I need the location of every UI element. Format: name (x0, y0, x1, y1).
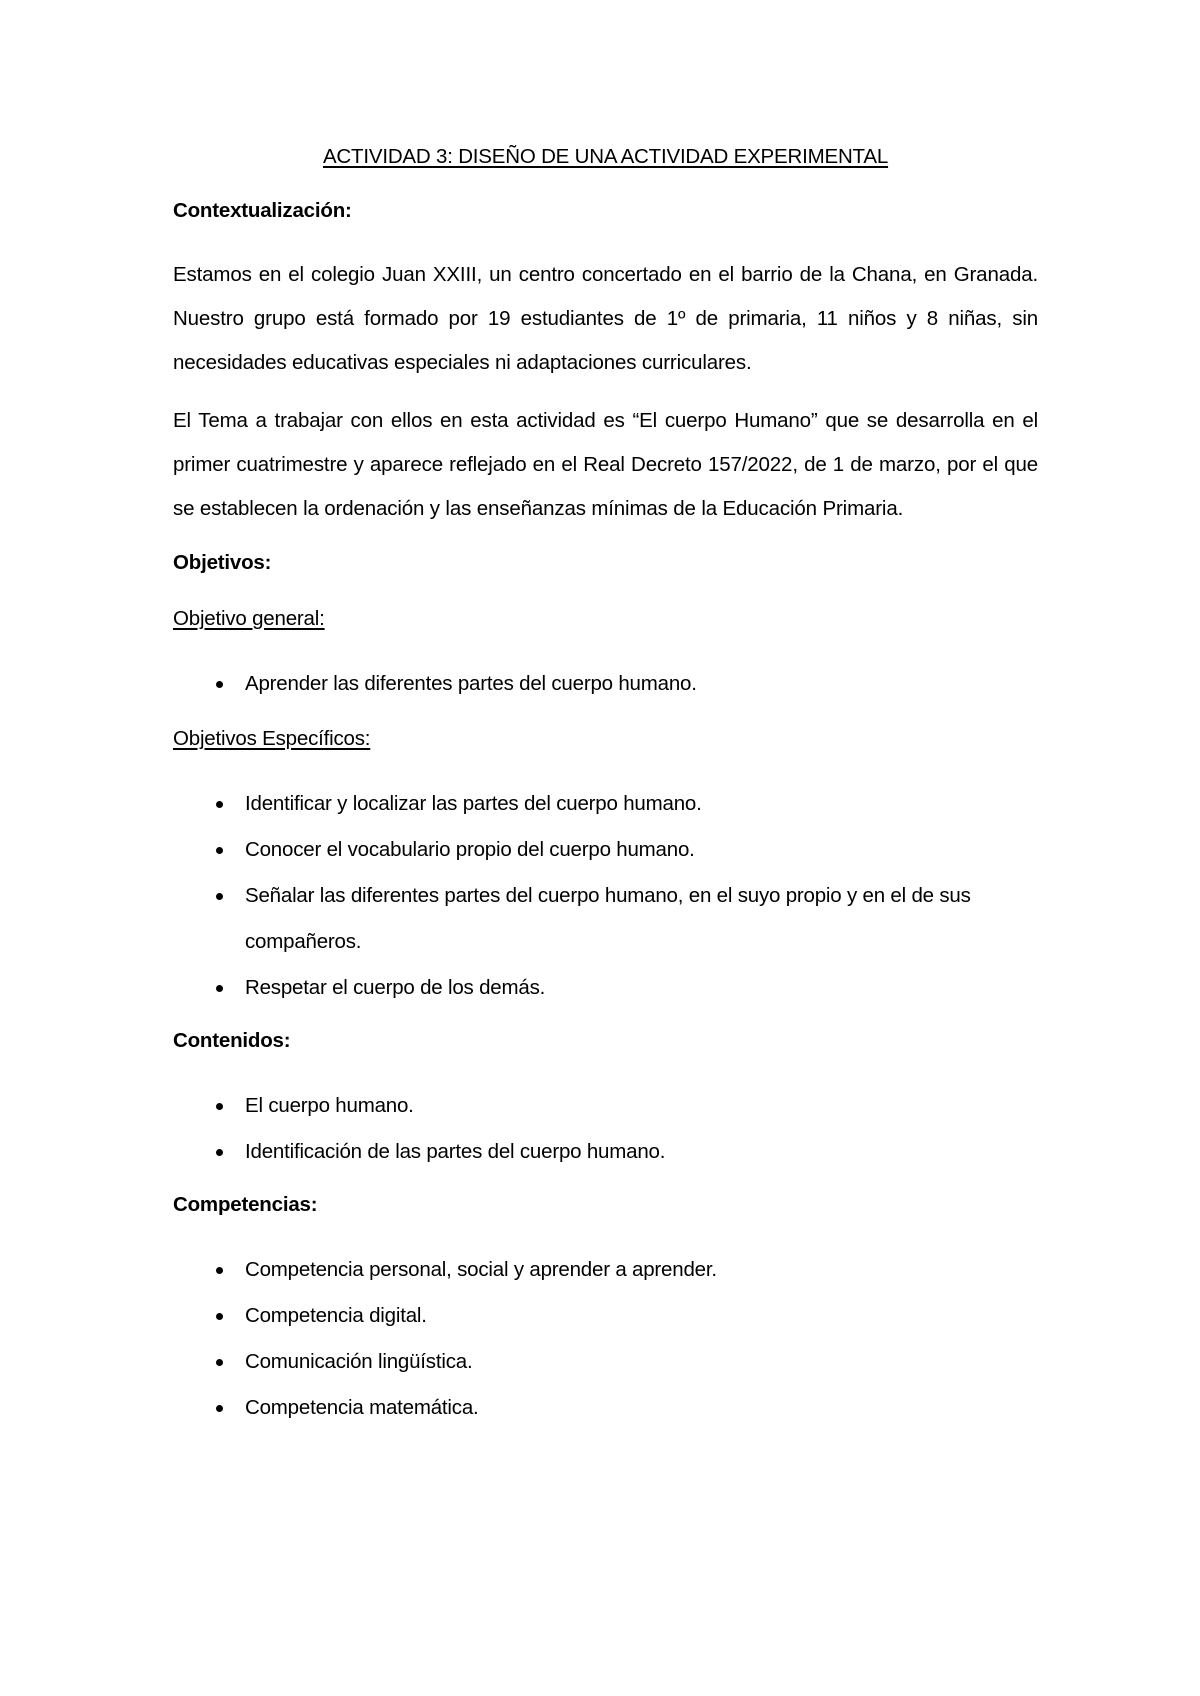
subheading-objetivos-especificos: Objetivos Específicos: (173, 727, 371, 750)
list-item-text: Señalar las diferentes partes del cuerpo humano, en el suyo propio y en el de sus compañeros. (245, 884, 971, 953)
list-item (173, 827, 1038, 873)
list-item-text: El cuerpo humano. (245, 1094, 414, 1117)
list-item-text: Aprender las diferentes partes del cuerpo humano. (245, 672, 697, 695)
bullet-icon (216, 1149, 223, 1156)
list-item-text: Conocer el vocabulario propio del cuerpo humano. (245, 838, 695, 861)
list-item (173, 1293, 1038, 1339)
paragraph-contexto-1: Estamos en el colegio Juan XXIII, un centro concertado en el barrio de la Chana, en Granada. Nuestro grupo está formado por 19 estudiantes de 1º de primaria, 11 niños y 8 niñas, sin necesidades educativas especiales ni adaptaciones curriculares. (173, 263, 1038, 374)
paragraph-contexto-2: El Tema a trabajar con ellos en esta actividad es “El cuerpo Humano” que se desarrolla en el primer cuatrimestre y aparece reflejado en el Real Decreto 157/2022, de 1 de marzo, por el que se establecen la ordenación y las enseñanzas mínimas de la Educación Primaria. (173, 409, 1038, 520)
bullet-icon (216, 801, 223, 808)
bullet-icon (216, 985, 223, 992)
list-item (173, 873, 1038, 965)
bullet-icon (216, 1313, 223, 1320)
bullet-icon (216, 1359, 223, 1366)
subheading-objetivo-general: Objetivo general: (173, 607, 325, 630)
list-objetivos-especificos (173, 781, 1038, 1011)
bullet-icon (216, 1267, 223, 1274)
bullet-icon (216, 681, 223, 688)
heading-objetivos: Objetivos: (173, 551, 272, 574)
list-item (173, 1247, 1038, 1293)
heading-contenidos: Contenidos: (173, 1029, 291, 1052)
list-item-text: Comunicación lingüística. (245, 1350, 473, 1373)
list-item-text: Competencia matemática. (245, 1396, 479, 1419)
list-item-text: Competencia personal, social y aprender a aprender. (245, 1258, 717, 1281)
heading-competencias: Competencias: (173, 1193, 318, 1216)
list-item (173, 1385, 1038, 1431)
list-item (173, 661, 1038, 707)
list-item-text: Respetar el cuerpo de los demás. (245, 976, 546, 999)
bullet-icon (216, 893, 223, 900)
list-competencias (173, 1247, 1038, 1431)
heading-contextualizacion: Contextualización: (173, 199, 352, 222)
list-item-text: Competencia digital. (245, 1304, 427, 1327)
list-item-text: Identificación de las partes del cuerpo humano. (245, 1140, 666, 1163)
list-item (173, 965, 1038, 1011)
list-item (173, 781, 1038, 827)
list-item-text: Identificar y localizar las partes del cuerpo humano. (245, 792, 702, 815)
list-item (173, 1083, 1038, 1129)
list-item (173, 1339, 1038, 1385)
list-item (173, 1129, 1038, 1175)
document-title: ACTIVIDAD 3: DISEÑO DE UNA ACTIVIDAD EXPERIMENTAL (322, 145, 889, 168)
bullet-icon (216, 1405, 223, 1412)
bullet-icon (216, 847, 223, 854)
bullet-icon (216, 1103, 223, 1110)
list-contenidos (173, 1083, 1038, 1175)
list-objetivo-general (173, 661, 1038, 707)
